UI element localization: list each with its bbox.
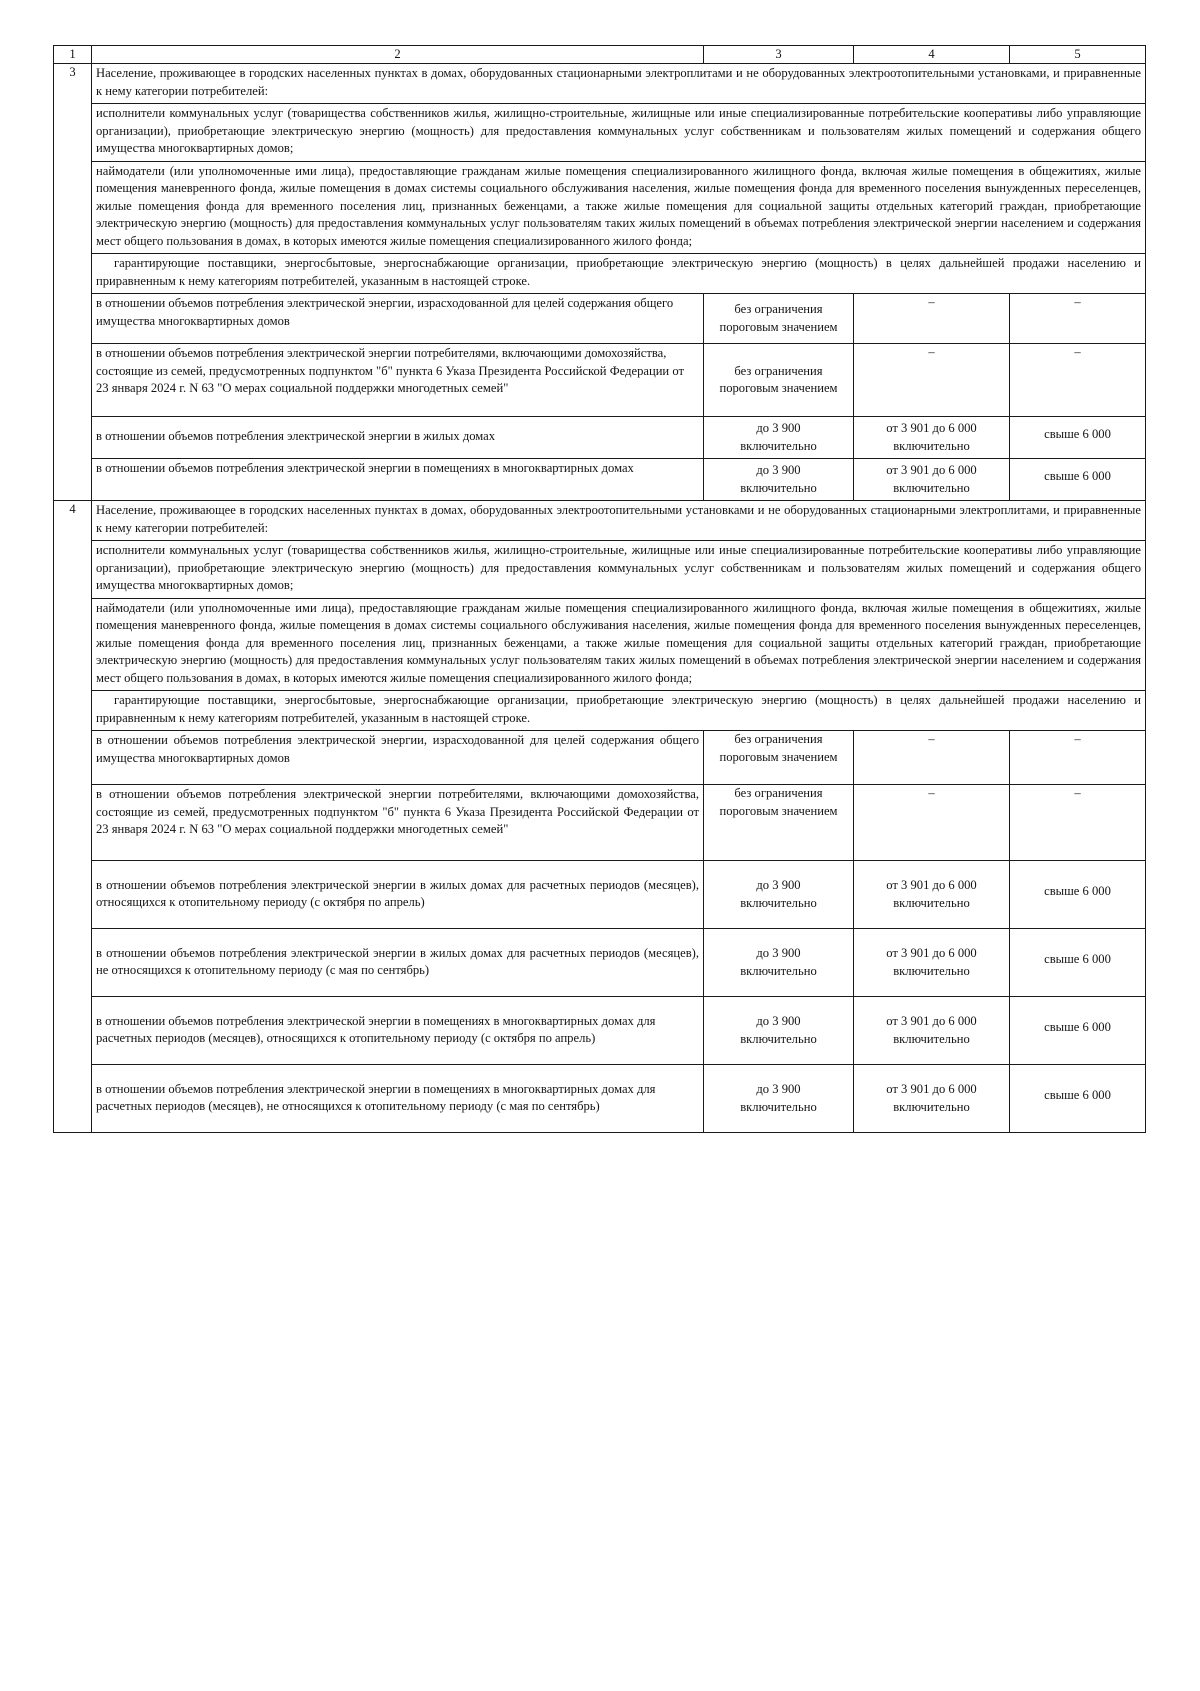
section-3-paragraph-2: исполнители коммунальных услуг (товарищества собственников жилья, жилищно-строительные, жилищные или иные специализированные потребительские кооперативы либо управляющие организации), приобретающие электрическую энергию (мощность) для предоставления коммунальных услуг собственникам и пользователям жилых помещений и содержания общего имущества многоквартирных домов; bbox=[92, 103, 1145, 161]
threshold-3: свыше 6 000 bbox=[1010, 459, 1146, 501]
column-number-1: 1 bbox=[54, 46, 92, 64]
section-3-header-row bbox=[54, 64, 1146, 294]
threshold-2: от 3 901 до 6 000 включительно bbox=[854, 459, 1010, 501]
table-row bbox=[54, 459, 1146, 501]
table-row bbox=[54, 997, 1146, 1065]
row-description: в отношении объемов потребления электрической энергии в помещениях в многоквартирных домах для расчетных периодов (месяцев), не относящихся к отопительному периоду (с мая по сентябрь) bbox=[92, 1065, 704, 1133]
threshold-2: – bbox=[854, 294, 1010, 344]
row-description: в отношении объемов потребления электрической энергии в жилых домах для расчетных периодов (месяцев), относящихся к отопительному периоду (с октября по апрель) bbox=[92, 861, 704, 929]
threshold-2: – bbox=[854, 344, 1010, 417]
section-3-description bbox=[92, 64, 1146, 294]
threshold-3: свыше 6 000 bbox=[1010, 929, 1146, 997]
table-row bbox=[54, 294, 1146, 344]
threshold-3: – bbox=[1010, 344, 1146, 417]
threshold-1: до 3 900 включительно bbox=[704, 929, 854, 997]
row-description: в отношении объемов потребления электрической энергии в помещениях в многоквартирных домах для расчетных периодов (месяцев), относящихся к отопительному периоду (с октября по апрель) bbox=[92, 997, 704, 1065]
column-numbers-row bbox=[54, 46, 1146, 64]
threshold-2: – bbox=[854, 731, 1010, 785]
row-description: в отношении объемов потребления электрической энергии в помещениях в многоквартирных домах bbox=[92, 459, 704, 501]
table-row bbox=[54, 731, 1146, 785]
section-4-number: 4 bbox=[54, 501, 92, 1133]
threshold-2: от 3 901 до 6 000 включительно bbox=[854, 997, 1010, 1065]
threshold-1: до 3 900 включительно bbox=[704, 1065, 854, 1133]
table-row bbox=[54, 785, 1146, 861]
section-4-paragraph-1: Население, проживающее в городских населенных пунктах в домах, оборудованных электроотопительными установками и не оборудованных стационарными электроплитами, и приравненные к нему категории потребителей: bbox=[96, 503, 1141, 535]
section-4-header-row bbox=[54, 501, 1146, 731]
threshold-1: до 3 900 включительно bbox=[704, 417, 854, 459]
threshold-1: до 3 900 включительно bbox=[704, 459, 854, 501]
section-3-paragraph-3: наймодатели (или уполномоченные ими лица), предоставляющие гражданам жилые помещения специализированного жилищного фонда, включая жилые помещения в общежитиях, жилые помещения маневренного фонда, жилые помещения в домах системы социального обслуживания населения, жилые помещения фонда для временного поселения вынужденных переселенцев, жилые помещения фонда для временного поселения лиц, признанных беженцами, а также жилые помещения для социальной защиты отдельных категорий граждан, приобретающие электрическую энергию (мощность) для предоставления коммунальных услуг пользователям таких жилых помещений в объемах потребления электрической энергии населением и содержания мест общего пользования в домах, в которых имеются жилые помещения специализированного жилого фонда; bbox=[92, 161, 1145, 254]
row-description: в отношении объемов потребления электрической энергии потребителями, включающими домохозяйства, состоящие из семей, предусмотренных подпунктом "б" пункта 6 Указа Президента Российской Федерации от 23 января 2024 г. N 63 "О мерах социальной поддержки многодетных семей" bbox=[92, 344, 704, 417]
threshold-1: до 3 900 включительно bbox=[704, 861, 854, 929]
threshold-3: – bbox=[1010, 294, 1146, 344]
row-description: в отношении объемов потребления электрической энергии в жилых домах для расчетных периодов (месяцев), не относящихся к отопительному периоду (с мая по сентябрь) bbox=[92, 929, 704, 997]
column-number-4: 4 bbox=[854, 46, 1010, 64]
row-description: в отношении объемов потребления электрической энергии в жилых домах bbox=[92, 417, 704, 459]
threshold-2: – bbox=[854, 785, 1010, 861]
threshold-3: – bbox=[1010, 731, 1146, 785]
row-description: в отношении объемов потребления электрической энергии потребителями, включающими домохозяйства, состоящие из семей, предусмотренных подпунктом "б" пункта 6 Указа Президента Российской Федерации от 23 января 2024 г. N 63 "О мерах социальной поддержки многодетных семей" bbox=[92, 785, 704, 861]
threshold-1: без ограничения пороговым значением bbox=[704, 294, 854, 344]
threshold-3: свыше 6 000 bbox=[1010, 1065, 1146, 1133]
threshold-2: от 3 901 до 6 000 включительно bbox=[854, 1065, 1010, 1133]
threshold-2: от 3 901 до 6 000 включительно bbox=[854, 929, 1010, 997]
table-row bbox=[54, 344, 1146, 417]
threshold-3: свыше 6 000 bbox=[1010, 997, 1146, 1065]
threshold-3: свыше 6 000 bbox=[1010, 861, 1146, 929]
table-row bbox=[54, 417, 1146, 459]
column-number-5: 5 bbox=[1010, 46, 1146, 64]
threshold-1: без ограничения пороговым значением bbox=[704, 785, 854, 861]
threshold-3: – bbox=[1010, 785, 1146, 861]
threshold-1: до 3 900 включительно bbox=[704, 997, 854, 1065]
threshold-1: без ограничения пороговым значением bbox=[704, 344, 854, 417]
column-number-3: 3 bbox=[704, 46, 854, 64]
section-3-paragraph-4: гарантирующие поставщики, энергосбытовые, энергоснабжающие организации, приобретающие электрическую энергию (мощность) в целях дальнейшей продажи населению и приравненным к нему категориям потребителей, указанным в настоящей строке. bbox=[92, 253, 1145, 293]
threshold-1: без ограничения пороговым значением bbox=[704, 731, 854, 785]
section-3-paragraph-1: Население, проживающее в городских населенных пунктах в домах, оборудованных стационарными электроплитами и не оборудованных электроотопительными установками, и приравненные к нему категории потребителей: bbox=[96, 66, 1141, 98]
section-3-number: 3 bbox=[54, 64, 92, 501]
section-4-paragraph-3: наймодатели (или уполномоченные ими лица), предоставляющие гражданам жилые помещения специализированного жилищного фонда, включая жилые помещения в общежитиях, жилые помещения маневренного фонда, жилые помещения в домах системы социального обслуживания населения, жилые помещения фонда для временного поселения вынужденных переселенцев, жилые помещения фонда для временного поселения лиц, признанных беженцами, а также жилые помещения для социальной защиты отдельных категорий граждан, приобретающие электрическую энергию (мощность) для предоставления коммунальных услуг пользователям таких жилых помещений в объемах потребления электрической энергии населением и содержания мест общего пользования в домах, в которых имеются жилые помещения специализированного жилого фонда; bbox=[92, 598, 1145, 691]
table-row bbox=[54, 929, 1146, 997]
tariff-table bbox=[53, 45, 1146, 1133]
threshold-2: от 3 901 до 6 000 включительно bbox=[854, 861, 1010, 929]
threshold-3: свыше 6 000 bbox=[1010, 417, 1146, 459]
section-4-paragraph-4: гарантирующие поставщики, энергосбытовые, энергоснабжающие организации, приобретающие электрическую энергию (мощность) в целях дальнейшей продажи населению и приравненным к нему категориям потребителей, указанным в настоящей строке. bbox=[92, 690, 1145, 730]
row-description: в отношении объемов потребления электрической энергии, израсходованной для целей содержания общего имущества многоквартирных домов bbox=[92, 731, 704, 785]
column-number-2: 2 bbox=[92, 46, 704, 64]
section-4-description bbox=[92, 501, 1146, 731]
row-description: в отношении объемов потребления электрической энергии, израсходованной для целей содержания общего имущества многоквартирных домов bbox=[92, 294, 704, 344]
threshold-2: от 3 901 до 6 000 включительно bbox=[854, 417, 1010, 459]
section-4-paragraph-2: исполнители коммунальных услуг (товарищества собственников жилья, жилищно-строительные, жилищные или иные специализированные потребительские кооперативы либо управляющие организации), приобретающие электрическую энергию (мощность) для предоставления коммунальных услуг собственникам и пользователям жилых помещений и содержания общего имущества многоквартирных домов; bbox=[92, 540, 1145, 598]
table-row bbox=[54, 861, 1146, 929]
table-row bbox=[54, 1065, 1146, 1133]
